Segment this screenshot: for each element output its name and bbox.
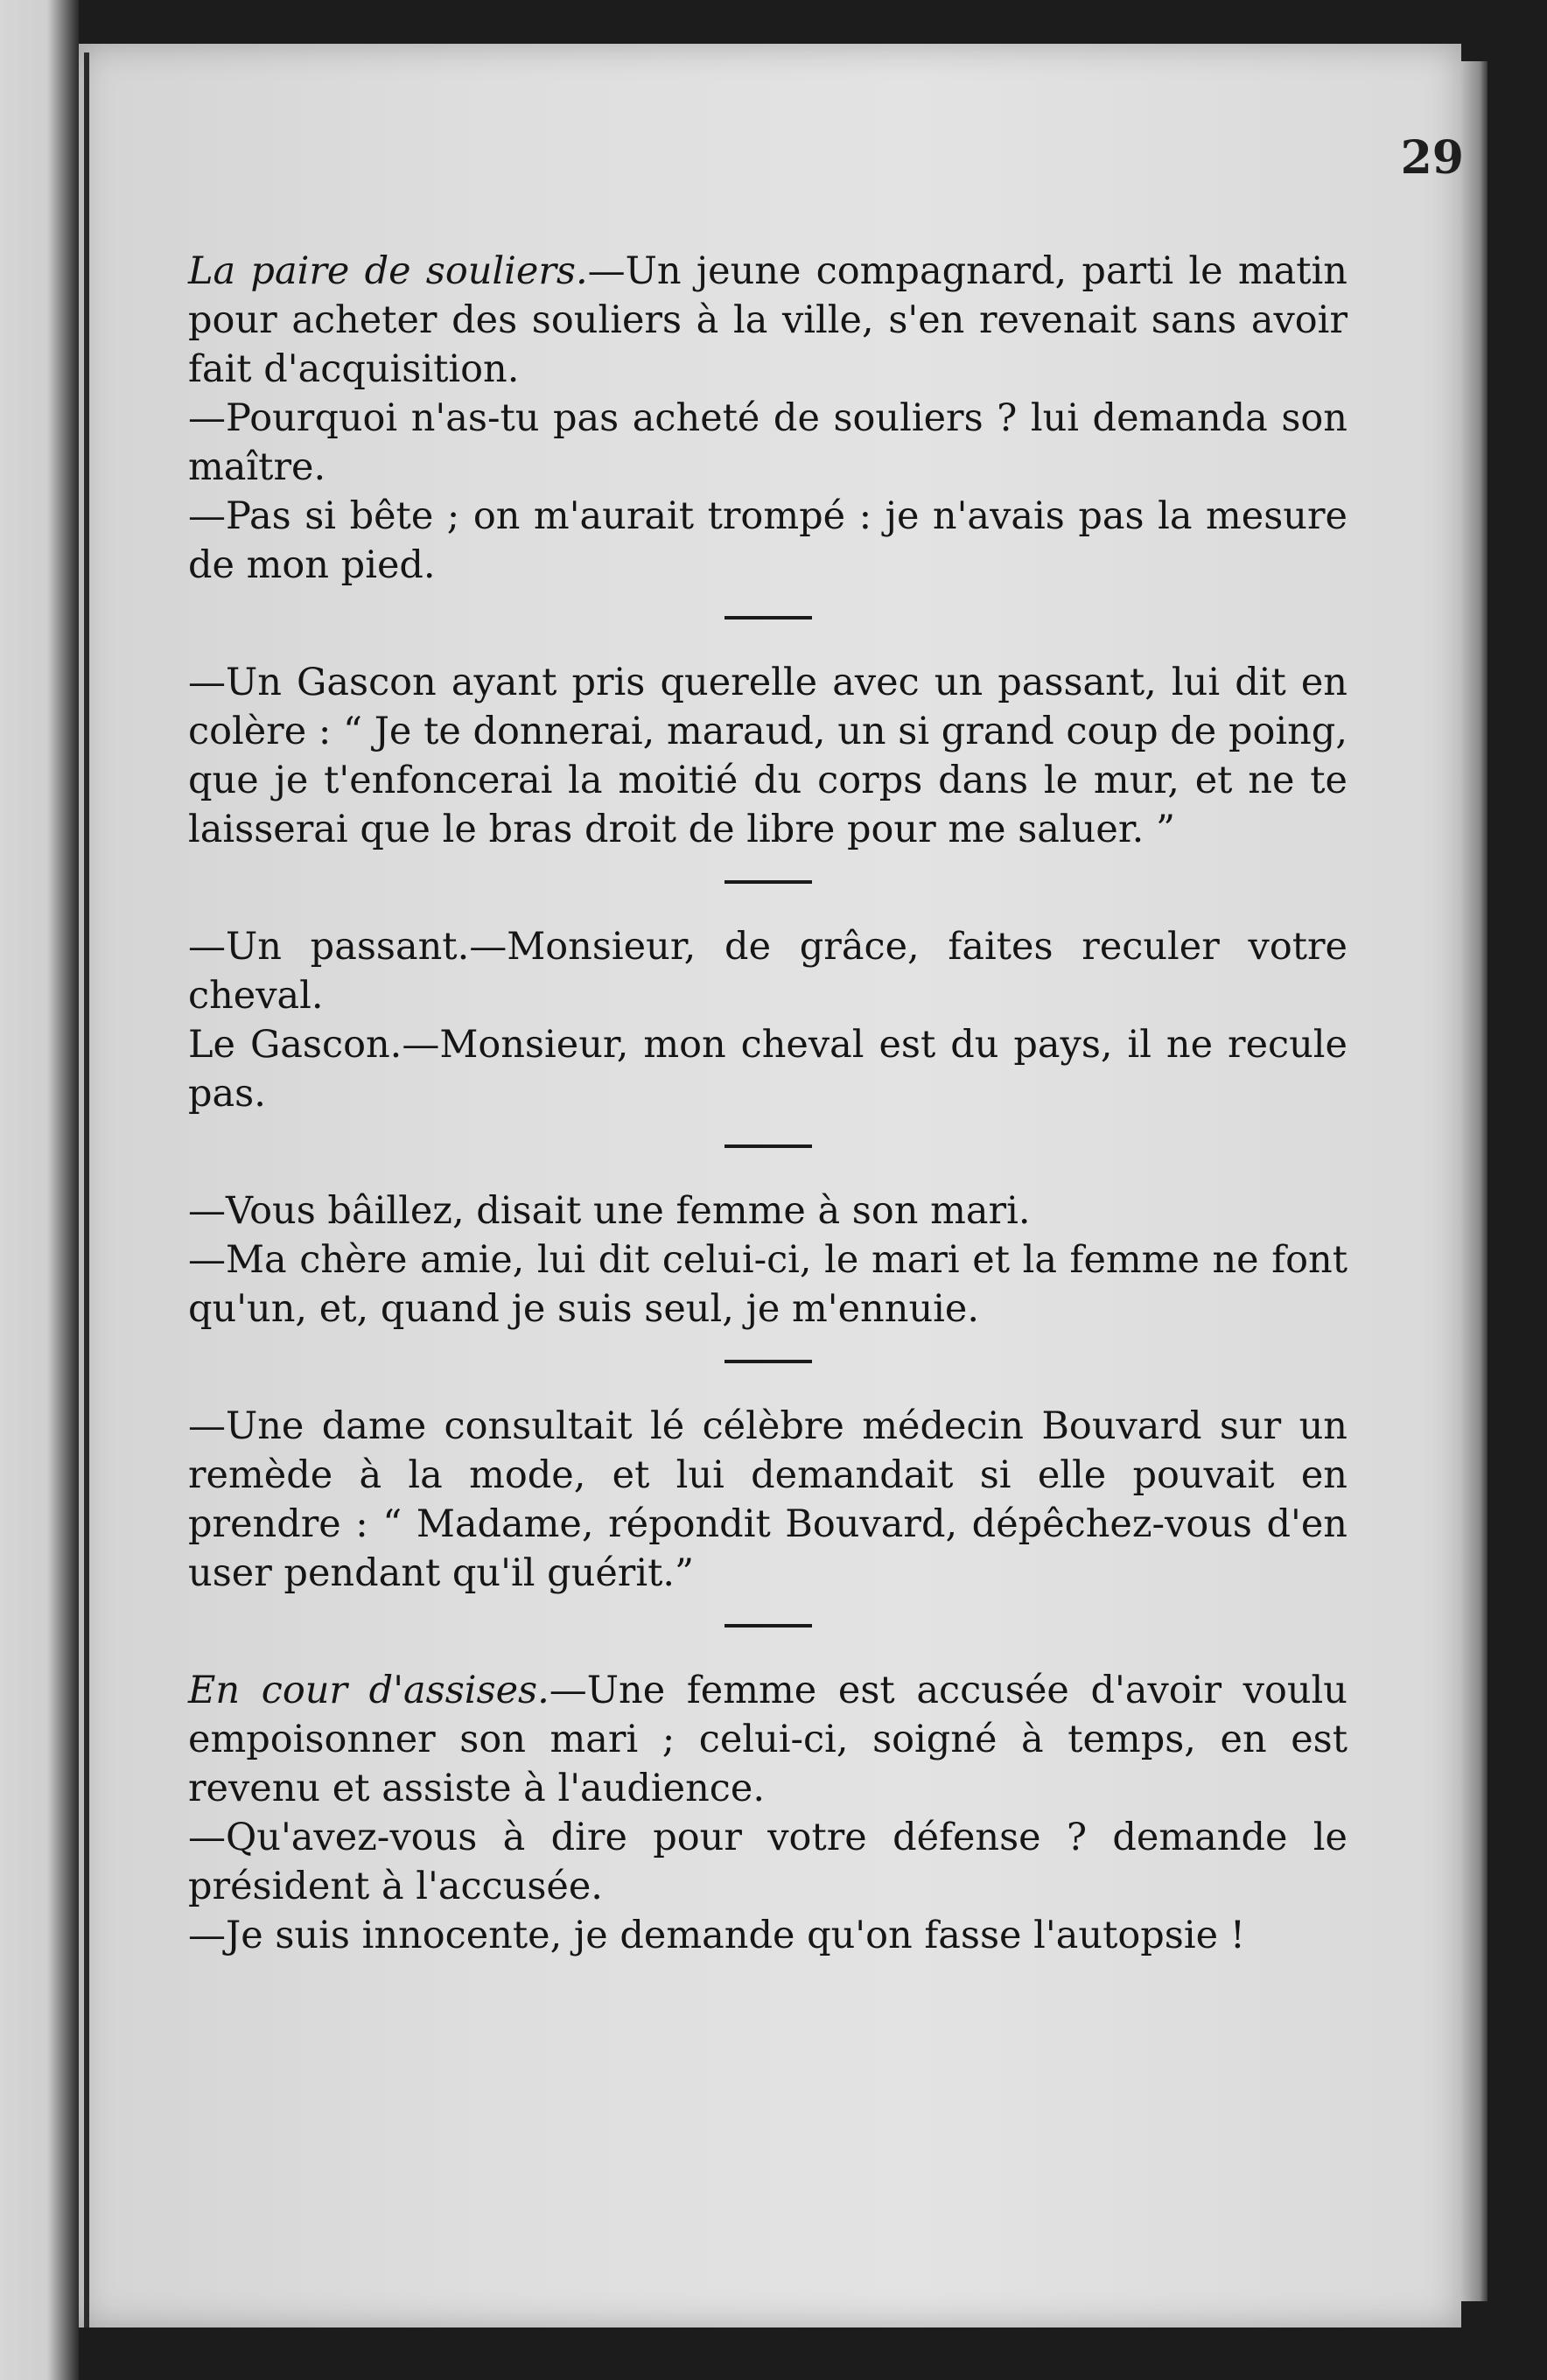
paragraph	[188, 1911, 1348, 1960]
story-baillez	[188, 1186, 1348, 1334]
paragraph	[188, 394, 1348, 492]
section-divider	[724, 880, 812, 884]
paragraph-text: —Je suis innocente, je demande qu'on fasse l'autopsie !	[188, 1914, 1245, 1957]
paragraph	[188, 492, 1348, 590]
paragraph-text: —Un passant.—Monsieur, de grâce, faites reculer votre cheval.	[188, 925, 1348, 1018]
paragraph-text: —Qu'avez-vous à dire pour votre défense ? demande le président à l'accusée.	[188, 1816, 1348, 1908]
paragraph-text: —Une dame consultait lé célèbre médecin Bouvard sur un remède à la mode, et lui demandait si elle pouvait en prendre : “ Madame, répondit Bouvard, dépêchez-vous d'en user pendant qu'il guérit.”	[188, 1404, 1348, 1595]
page-body	[188, 247, 1348, 1960]
paragraph-text: —Vous bâillez, disait une femme à son mari.	[188, 1189, 1031, 1233]
section-divider	[724, 1624, 812, 1628]
paragraph-text: —Une femme est accusée d'avoir voulu empoisonner son mari ; celui-ci, soigné à temps, en est revenu et assiste à l'audience.	[188, 1669, 1348, 1810]
paragraph	[188, 658, 1348, 854]
section-divider	[724, 1144, 812, 1148]
paragraph	[188, 1402, 1348, 1598]
page-number: 29	[1400, 131, 1464, 185]
paragraph-text: Le Gascon.—Monsieur, mon cheval est du pays, il ne recule pas.	[188, 1023, 1348, 1116]
story-gascon-cheval	[188, 922, 1348, 1118]
paragraph-text: —Un jeune compagnard, parti le matin pour acheter des souliers à la ville, s'en revenait sans avoir fait d'acquisition.	[188, 249, 1348, 391]
section-divider	[724, 1360, 812, 1363]
story-title: La paire de souliers.	[188, 249, 588, 293]
paragraph-text: —Ma chère amie, lui dit celui-ci, le mari et la femme ne font qu'un, et, quand je suis seul, je m'ennuie.	[188, 1238, 1348, 1331]
paragraph-text: —Pourquoi n'as-tu pas acheté de souliers ? lui demanda son maître.	[188, 396, 1348, 489]
paragraph	[188, 1186, 1348, 1236]
story-title: En cour d'assises.	[188, 1669, 550, 1712]
paragraph	[188, 1236, 1348, 1334]
story-bouvard	[188, 1402, 1348, 1598]
paragraph	[188, 247, 1348, 394]
paragraph	[188, 1020, 1348, 1118]
page-edge	[1461, 61, 1488, 2301]
story-souliers	[188, 247, 1348, 590]
paragraph-text: —Un Gascon ayant pris querelle avec un passant, lui dit en colère : “ Je te donnerai, maraud, un si grand coup de poing, que je t'enfoncerai la moitié du corps dans le mur, et ne te laisserai que le bras droit de libre pour me saluer. ”	[188, 661, 1348, 851]
paragraph-text: —Pas si bête ; on m'aurait trompé : je n'avais pas la mesure de mon pied.	[188, 494, 1348, 587]
facing-page-edge	[0, 0, 79, 2380]
paragraph	[188, 1813, 1348, 1911]
paragraph	[188, 1666, 1348, 1813]
story-assises	[188, 1666, 1348, 1960]
section-divider	[724, 616, 812, 620]
gutter-line	[84, 52, 89, 2328]
paragraph	[188, 922, 1348, 1020]
story-gascon-poing	[188, 658, 1348, 854]
